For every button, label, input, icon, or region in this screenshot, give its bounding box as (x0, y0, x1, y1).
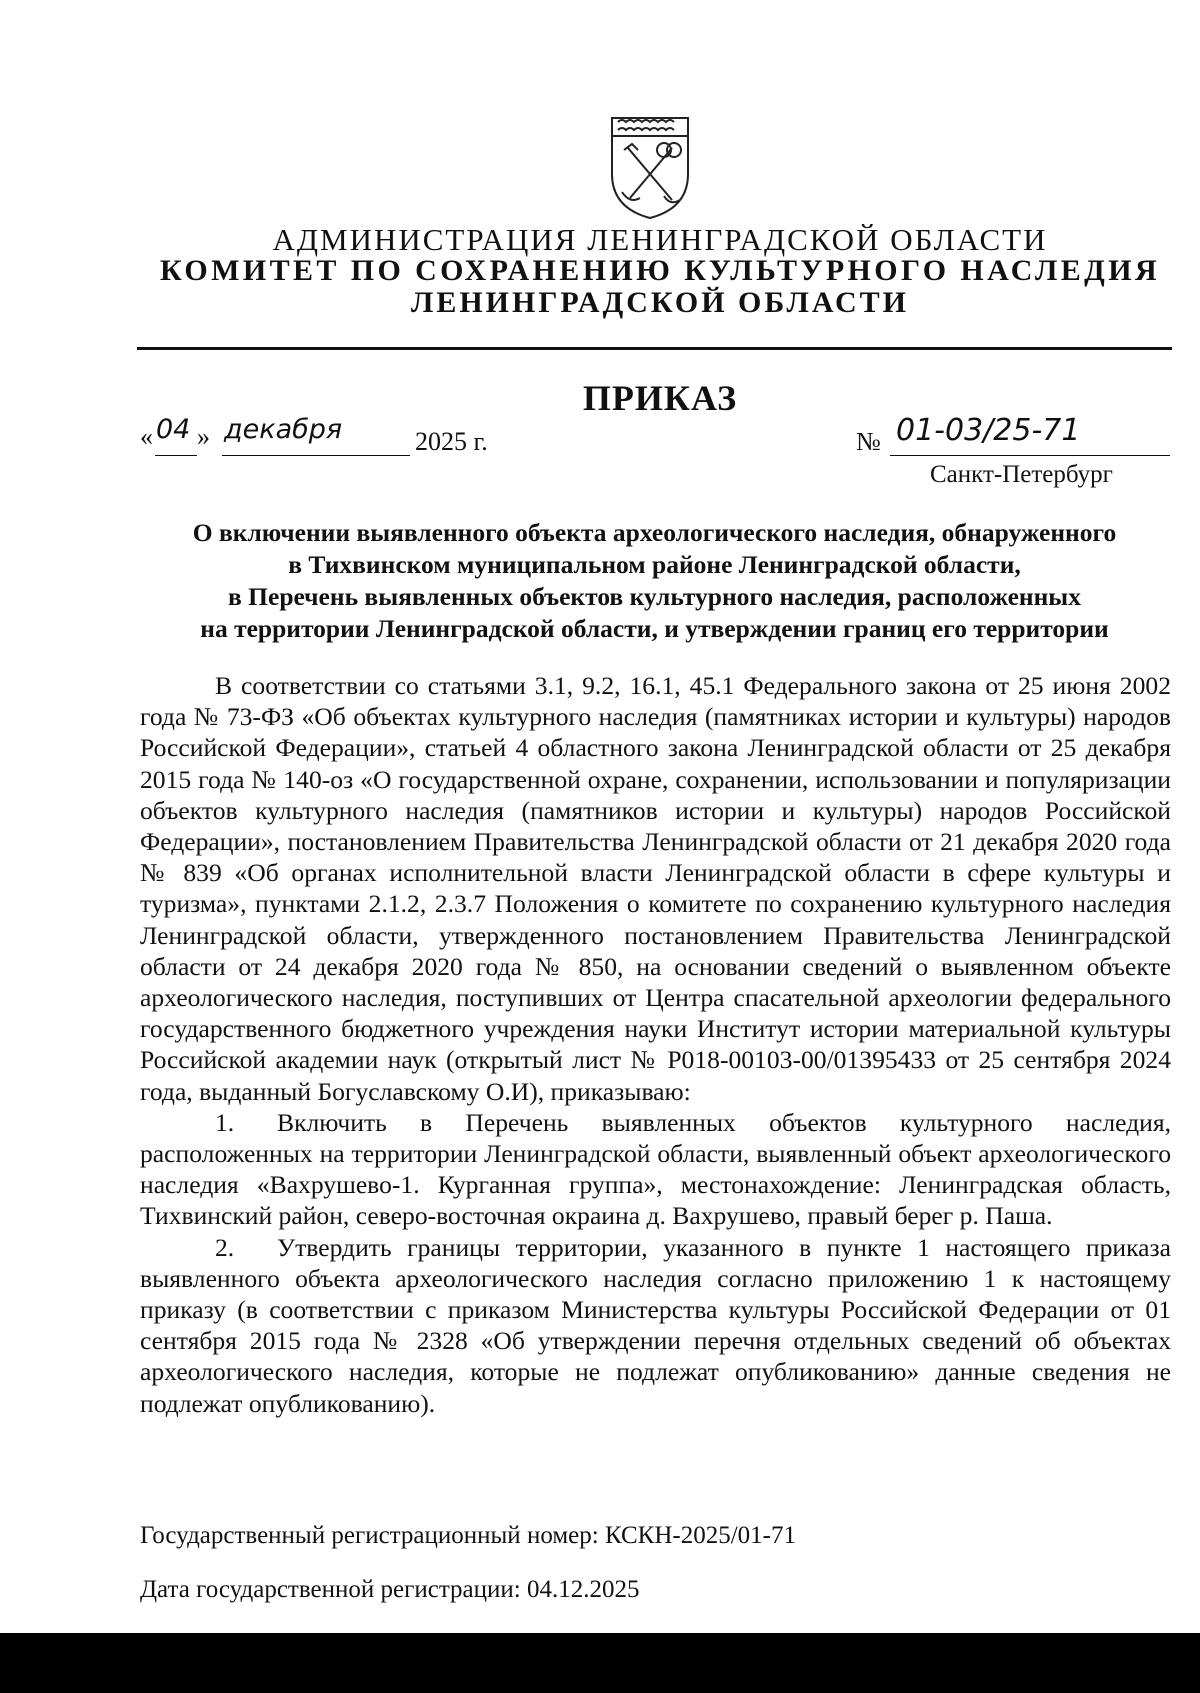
subject-line: О включении выявленного объекта археологического наследия, обнаруженного (192, 518, 1117, 547)
order-item (140, 1107, 1171, 1232)
org-name-line1: АДМИНИСТРАЦИЯ ЛЕНИНГРАДСКОЙ ОБЛАСТИ (272, 222, 1048, 257)
item-number: 1. (215, 1107, 235, 1137)
order-year: 2025 г. (415, 427, 488, 456)
item-text: Включить в Перечень выявленных объектов культурного наследия, расположенных на территории Ленинградской области, выявленный объект археологического наследия «Вахрушево-1. Курганная группа», местонахождение: Ленинградская область, Тихвинский район, северо-восточная окраина д. Вахрушево, правый берег р. Паша. (140, 1107, 1171, 1231)
org-name-line2: КОМИТЕТ ПО СОХРАНЕНИЮ КУЛЬТУРНОГО НАСЛЕДИЯ (159, 254, 1161, 287)
scan-bottom-border (0, 1633, 1200, 1693)
order-number: 01-03/25-71 (896, 413, 1081, 448)
order-body (140, 670, 1171, 1419)
org-name-line3: ЛЕНИНГРАДСКОЙ ОБЛАСТИ (410, 286, 910, 319)
order-subject (137, 517, 1172, 645)
date-quote-close: » (197, 422, 210, 451)
registration-date: Дата государственной регистрации: 04.12.2025 (140, 1576, 640, 1603)
document-title: ПРИКАЗ (582, 378, 738, 418)
number-underline (890, 455, 1170, 456)
coat-of-arms-icon (604, 112, 696, 222)
item-text: Утвердить границы территории, указанного в пункте 1 настоящего приказа выявленного объекта археологического наследия согласно приложению 1 к настоящему приказу (в соответствии с приказом Министерства культуры Российской Федерации от 01 сентября 2015 года № 2328 «Об утверждении перечня отдельных сведений об объектах археологического наследия, которые не подлежат опубликованию» данные сведения не подлежат опубликованию). (140, 1232, 1171, 1418)
order-day: 04 (156, 414, 191, 445)
subject-line: на территории Ленинградской области, и утверждении границ его территории (200, 614, 1109, 643)
subject-line: в Тихвинском муниципальном районе Ленинградской области, (288, 550, 1021, 579)
order-number-sign: № (856, 427, 881, 456)
order-month: декабря (224, 414, 343, 445)
subject-line: в Перечень выявленных объектов культурного наследия, расположенных (228, 582, 1081, 611)
preamble-paragraph: В соответствии со статьями 3.1, 9.2, 16.1, 45.1 Федерального закона от 25 июня 2002 года № 73-ФЗ «Об объектах культурного наследия (памятниках истории и культуры) народов Российской Федерации», статьей 4 областного закона Ленинградской области от 25 декабря 2015 года № 140-оз «О государственной охране, сохранении, использовании и популяризации объектов культурного наследия (памятников истории и культуры) народов Российской Федерации», постановлением Правительства Ленинградской области от 21 декабря 2020 года № 839 «Об органах исполнительной власти Ленинградской области в сфере культуры и туризма», пунктами 2.1.2, 2.3.7 Положения о комитете по сохранению культурного наследия Ленинградской области, утвержденного постановлением Правительства Ленинградской области от 24 декабря 2020 года № 850, на основании сведений о выявленном объекте археологического наследия, поступивших от Центра спасательной археологии федерального государственного бюджетного учреждения науки Институт истории материальной культуры Российской академии наук (открытый лист № Р018-00103-00/01395433 от 25 сентября 2024 года, выданный Богуславскому О.И), приказываю: (140, 671, 1171, 1106)
registration-number: Государственный регистрационный номер: КСКН-2025/01-71 (140, 1522, 797, 1549)
header-divider (137, 347, 1172, 350)
item-number: 2. (215, 1232, 235, 1262)
month-underline (222, 455, 410, 456)
date-quote-open: « (140, 422, 153, 451)
order-item (140, 1232, 1171, 1419)
day-underline (155, 455, 197, 456)
order-city: Санкт-Петербург (930, 461, 1113, 488)
